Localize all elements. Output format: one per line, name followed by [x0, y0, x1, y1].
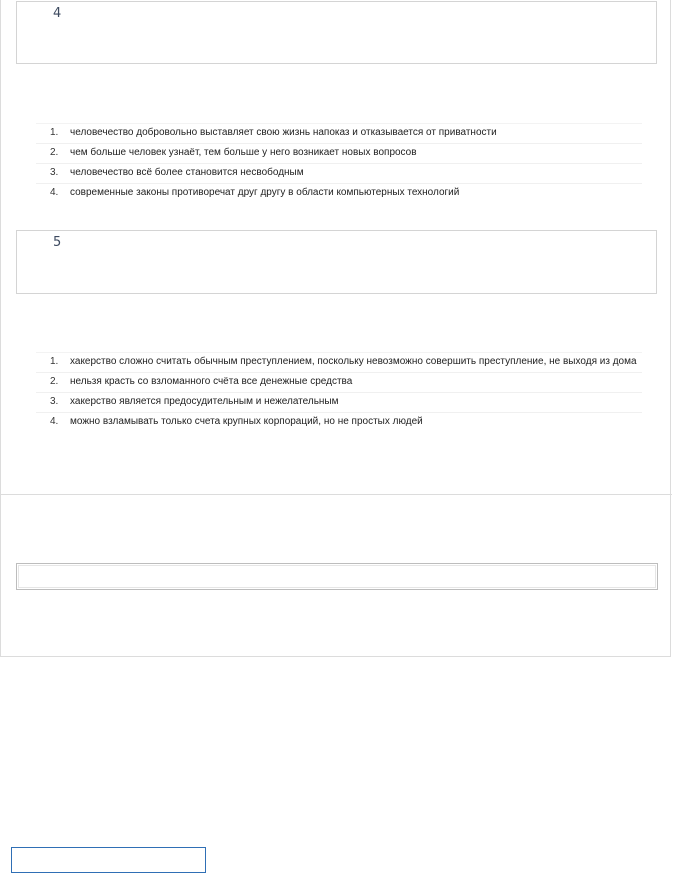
bottom-input-field[interactable]: [11, 847, 206, 873]
option-index: 2.: [50, 147, 59, 158]
option-text: человечество всё более становится несвободным: [70, 167, 304, 178]
question-4-options: [36, 123, 642, 203]
option-text: хакерство сложно считать обычным преступлением, поскольку невозможно совершить преступление, не выходя из дома: [70, 356, 637, 367]
option-item[interactable]: [36, 183, 642, 203]
option-item[interactable]: [36, 372, 642, 392]
option-text: нельзя красть со взломанного счёта все денежные средства: [70, 376, 353, 387]
option-index: 3.: [50, 167, 59, 178]
option-item[interactable]: [36, 412, 642, 432]
option-index: 1.: [50, 127, 59, 138]
option-index: 2.: [50, 376, 59, 387]
option-item[interactable]: [36, 392, 642, 412]
option-text: человечество добровольно выставляет свою жизнь напоказ и отказывается от приватности: [70, 127, 497, 138]
option-index: 3.: [50, 396, 59, 407]
option-item[interactable]: [36, 352, 642, 372]
option-index: 1.: [50, 356, 59, 367]
option-index: 4.: [50, 187, 59, 198]
option-text: чем больше человек узнаёт, тем больше у него возникает новых вопросов: [70, 147, 417, 158]
section-divider: [0, 494, 672, 495]
option-text: хакерство является предосудительным и нежелательным: [70, 396, 339, 407]
option-item[interactable]: [36, 143, 642, 163]
answer-input-inner[interactable]: [18, 565, 656, 588]
question-4-number: 4: [53, 6, 62, 21]
option-index: 4.: [50, 416, 59, 427]
question-4-box: [16, 1, 657, 64]
option-item[interactable]: [36, 163, 642, 183]
question-5-box: [16, 230, 657, 294]
question-5-number: 5: [53, 235, 62, 250]
option-text: можно взламывать только счета крупных корпораций, но не простых людей: [70, 416, 423, 427]
answer-input[interactable]: [16, 563, 658, 590]
question-5-options: [36, 352, 642, 432]
option-item[interactable]: [36, 123, 642, 143]
option-text: современные законы противоречат друг другу в области компьютерных технологий: [70, 187, 460, 198]
